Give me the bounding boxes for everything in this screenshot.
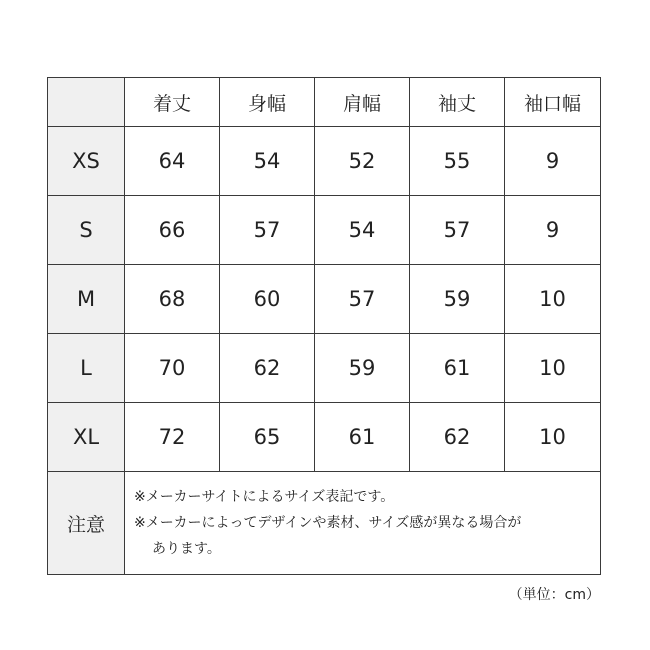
notes-label: 注意: [48, 472, 125, 575]
table-cell: 52: [315, 127, 410, 196]
size-chart-table: [47, 77, 601, 575]
table-cell: 68: [125, 265, 220, 334]
header-row: [48, 78, 601, 127]
column-header-cuff-width: 袖口幅: [505, 78, 601, 127]
table-cell: 54: [315, 196, 410, 265]
table-cell: 62: [410, 403, 505, 472]
table-cell: 57: [220, 196, 315, 265]
table-cell: 59: [315, 334, 410, 403]
column-header-sleeve-length: 袖丈: [410, 78, 505, 127]
table-cell: 10: [505, 334, 601, 403]
column-header-body-width: 身幅: [220, 78, 315, 127]
table-cell: 70: [125, 334, 220, 403]
table-row: [48, 127, 601, 196]
size-label: XS: [48, 127, 125, 196]
table-cell: 72: [125, 403, 220, 472]
table-row: [48, 196, 601, 265]
size-label: S: [48, 196, 125, 265]
corner-cell: [48, 78, 125, 127]
notes-row: [48, 472, 601, 575]
table-cell: 64: [125, 127, 220, 196]
table-cell: 61: [410, 334, 505, 403]
note-line: ※メーカーによってデザインや素材、サイズ感が異なる場合が: [134, 515, 522, 531]
unit-label: （単位：cm）: [508, 587, 600, 603]
table-cell: 57: [410, 196, 505, 265]
note-line: あります。: [152, 541, 221, 557]
table-cell: 61: [315, 403, 410, 472]
table-cell: 10: [505, 265, 601, 334]
column-header-shoulder-width: 肩幅: [315, 78, 410, 127]
table-row: [48, 265, 601, 334]
size-label: XL: [48, 403, 125, 472]
table-cell: 66: [125, 196, 220, 265]
table-cell: 9: [505, 127, 601, 196]
notes-text: [125, 472, 601, 575]
note-line: ※メーカーサイトによるサイズ表記です。: [134, 489, 395, 505]
table-cell: 62: [220, 334, 315, 403]
table-cell: 54: [220, 127, 315, 196]
table-row: [48, 334, 601, 403]
column-header-length: 着丈: [125, 78, 220, 127]
table-cell: 9: [505, 196, 601, 265]
size-label: L: [48, 334, 125, 403]
table-cell: 57: [315, 265, 410, 334]
size-label: M: [48, 265, 125, 334]
table-cell: 65: [220, 403, 315, 472]
table-cell: 59: [410, 265, 505, 334]
table-cell: 10: [505, 403, 601, 472]
table-cell: 60: [220, 265, 315, 334]
table-cell: 55: [410, 127, 505, 196]
table-row: [48, 403, 601, 472]
